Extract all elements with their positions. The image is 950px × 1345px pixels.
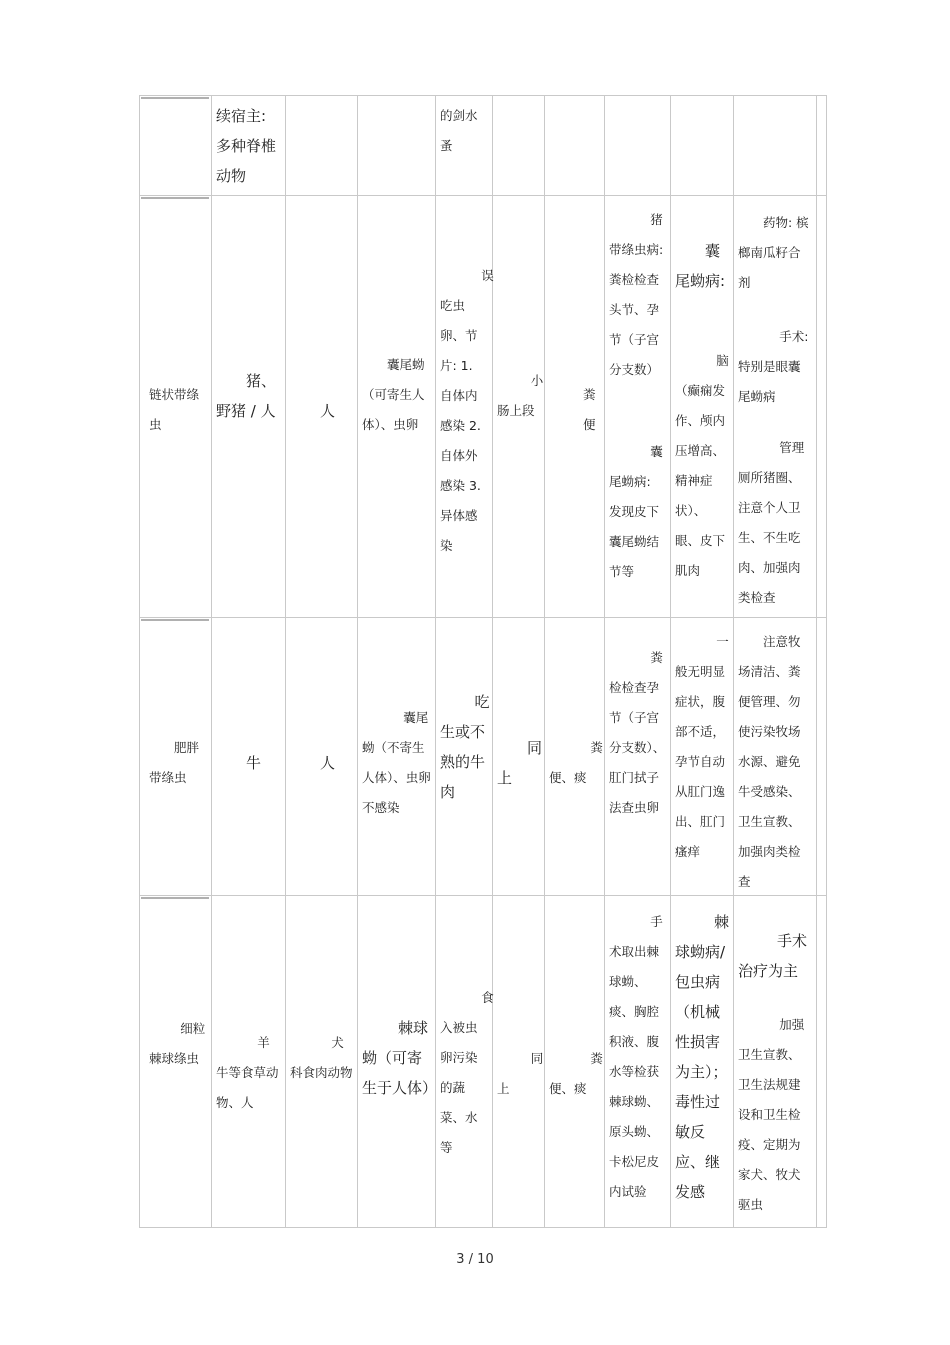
row1-disease-title: 囊尾蚴病: — [675, 242, 726, 290]
row1-prevention: 管理厕所猪圈、注意个人卫生、不生吃肉、加强肉类检查 — [738, 440, 805, 605]
row2-prevention: 注意牧场清洁、粪便管理、勿使污染牧场水源、避免牛受感染、卫生宣教、加强肉类检查 — [738, 634, 801, 889]
row0-infection-route: 的剑水蚤 — [440, 108, 478, 153]
row3-excretion: 粪便、痰 — [549, 1051, 603, 1096]
row2-parasite-name: 肥胖带绦虫 — [149, 740, 200, 785]
row3-diagnosis: 手术取出棘球蚴、痰、胸腔积液、腹水等检获棘球蚴、原头蚴、卡松尼皮内试验 — [609, 914, 663, 1199]
row3-treatment: 手术治疗为主 — [738, 932, 808, 980]
row3-intermediate-host: 羊牛等食草动物、人 — [216, 1035, 279, 1110]
row1-excretion: 粪便 — [583, 387, 596, 432]
row2-definitive-host: 人 — [320, 754, 336, 772]
row2-excretion: 粪便、痰 — [549, 740, 603, 785]
row2-infective-stage: 囊尾蚴（不寄生人体）、虫卵不感染 — [362, 710, 431, 815]
row1-infection-route: 误吃虫卵、节片: 1. 自体内感染 2. 自体外感染 3. 异体感染 — [440, 268, 494, 553]
row1-diagnosis-b: 囊尾蚴病: 发现皮下囊尾蚴结节等 — [609, 444, 663, 579]
row3-parasite-name: 细粒棘球绦虫 — [149, 1021, 206, 1066]
row0-intermediate-host: 续宿主:多种脊椎动物 — [216, 107, 277, 185]
row2-diagnosis: 粪检检查孕节（子宫分支数）、肛门拭子法查虫卵 — [609, 650, 666, 815]
row1-disease-symptoms: 脑（癫痫发作、颅内压增高、精神症状）、眼、皮下肌肉 — [675, 353, 729, 578]
row1-parasitic-site: 小肠上段 — [497, 373, 544, 418]
row3-definitive-host: 犬科食肉动物 — [290, 1035, 353, 1080]
row1-treatment-drug: 药物: 槟榔南瓜籽合剂 — [738, 215, 809, 290]
row2-parasitic-site: 同上 — [497, 739, 543, 787]
row3-infective-stage: 棘球蚴（可寄生于人体） — [362, 1019, 438, 1097]
row3-parasitic-site: 同上 — [497, 1051, 544, 1096]
row1-definitive-host: 人 — [320, 402, 336, 420]
row1-intermediate-host: 猪、野猪 / 人 — [216, 372, 277, 420]
row3-disease: 棘球蚴病/包虫病（机械性损害为主）；毒性过敏反应、继发感 — [675, 913, 730, 1201]
row2-intermediate-host: 牛 — [246, 754, 262, 772]
row1-parasite-name: 链状带绦虫 — [149, 387, 200, 432]
row2-infection-route: 吃生或不熟的牛肉 — [440, 693, 490, 801]
row1-diagnosis-a: 猪带绦虫病: 粪检检查头节、孕节（子宫分支数） — [609, 212, 664, 377]
row3-prevention: 加强卫生宣教、卫生法规建设和卫生检疫、定期为家犬、牧犬驱虫 — [738, 1017, 805, 1212]
page-number: 3 / 10 — [456, 1252, 494, 1267]
row3-infection-route: 食入被虫卵污染的蔬菜、水等 — [440, 990, 494, 1155]
row1-infective-stage: 囊尾蚴（可寄生人体）、虫卵 — [362, 357, 425, 432]
row1-treatment-surgery: 手术: 特别是眼囊尾蚴病 — [738, 329, 809, 404]
row2-symptoms: 一般无明显症状，腹部不适，孕节自动从肛门逸出、肛门瘙痒 — [675, 634, 729, 859]
